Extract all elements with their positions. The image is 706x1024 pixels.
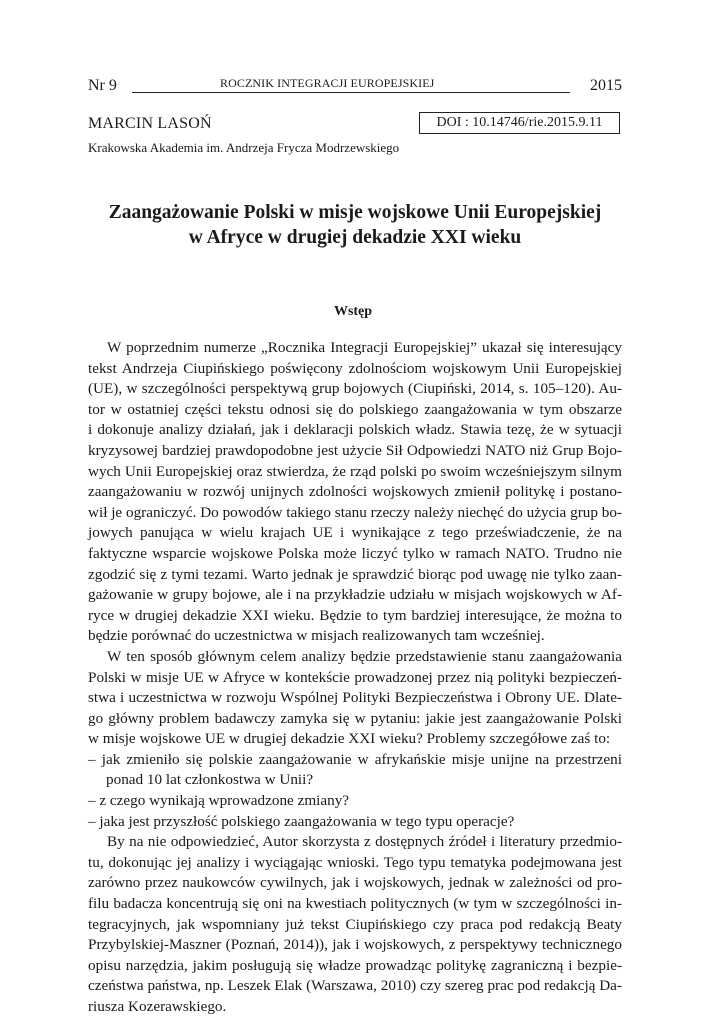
paragraph-line: w misje wojskowe UE w drugiej dekadzie XXI wieku? Problemy szczegółowe zaś to: — [88, 730, 611, 748]
paragraph-line: (UE), w szczególności perspektywą grup bojowych (Ciupiński, 2014, s. 105–120). Au- — [88, 380, 622, 398]
list-item: – jaka jest przyszłość polskiego zaangażowania w tego typu operacje? — [88, 812, 515, 830]
author-affiliation: Krakowska Akademia im. Andrzeja Frycza Modrzewskiego — [88, 140, 400, 155]
paragraph-line: zarówno przez naukowców cywilnych, jak i wojskowych, jednak w zależności od pro- — [88, 874, 622, 892]
paragraph-line: tu, dokonując jej analizy i wyciągając wnioski. Tego typu tematyka podejmowana jest — [88, 853, 622, 871]
paragraph-line: zgodzić się z tymi tezami. Warto jednak je sprawdzić biorąc pod uwagę nie tylko zaan- — [88, 565, 622, 583]
body-text — [88, 338, 622, 1018]
paragraph-line: opisu narzędzia, jakim posługują się władze prowadząc politykę zagraniczną i bezpie- — [88, 956, 622, 974]
paragraph-line: czeństwa państwa, np. Leszek Elak (Warszawa, 2010) czy szereg prac pod redakcją Da- — [88, 977, 622, 995]
paragraph-line: Przybylskiej-Maszner (Poznań, 2014)), jak i wojskowych, z perspektywy technicznego — [88, 936, 622, 954]
paragraph-line: ryce w drugiej dekadzie XXI wieku. Będzie to tym bardziej interesujące, że można to — [88, 606, 622, 624]
paragraph-line: jowych panująca w wielu krajach UE i wynikające z tego przeświadczenie, że na — [88, 524, 622, 542]
title-line: w Afryce w drugiej dekadzie XXI wieku — [188, 227, 522, 248]
issue-year: 2015 — [590, 77, 622, 94]
paragraph-line: będzie porównać do uczestnictwa w misjach realizowanych tam wcześniej. — [88, 627, 545, 645]
list-item: – z czego wynikają wprowadzone zmiany? — [88, 792, 350, 810]
paragraph-line: gażowanie w grupy bojowe, ale i na przykładzie udziału w misjach wojskowych w Af- — [88, 586, 622, 604]
journal-name: ROCZNIK INTEGRACJI EUROPEJSKIEJ — [220, 76, 435, 90]
paragraph-line: zaangażowaniu w rozwój unijnych zdolności wojskowych zmienił politykę i postano- — [88, 483, 622, 501]
header-rule — [132, 92, 570, 93]
paragraph-line: tor w ostatniej części tekstu odnosi się do polskiego zaangażowania w tym obszarze — [88, 400, 622, 418]
list-item: – jak zmieniło się polskie zaangażowanie w afrykańskie misje unijne na przestrzeni — [88, 750, 622, 768]
running-header — [88, 76, 622, 98]
paragraph-line: W poprzednim numerze „Rocznika Integracji Europejskiej” ukazał się interesujący — [107, 339, 622, 356]
paragraph-line: riusza Kozerawskiego. — [88, 998, 227, 1015]
article-title — [60, 200, 650, 250]
paragraph-line: stwa i uczestnictwa w rozwoju Wspólnej Polityki Bezpieczeństwa i Obrony UE. Dlate- — [88, 689, 622, 707]
paragraph-line: faktyczne wsparcie wojskowe Polska może liczyć tylko w ramach NATO. Trudno nie — [88, 544, 622, 562]
section-heading: Wstęp — [333, 304, 373, 319]
paragraph-line: tegracyjnych, jak wspomniany już tekst Ciupińskiego czy praca pod redakcją Beaty — [88, 915, 622, 933]
paragraph-line: W ten sposób głównym celem analizy będzie przedstawienie stanu zaangażowania — [107, 647, 622, 665]
paragraph-line: wych Unii Europejskiej oraz stwierdza, że rząd polski po swoim wcześniejszym silnym — [88, 462, 622, 480]
doi-box: DOI : 10.14746/rie.2015.9.11 — [419, 112, 620, 134]
paragraph-line: filu badacza koncentrują się oni na kwestiach politycznych (w tym w szczególności in- — [88, 895, 622, 913]
issue-number: Nr 9 — [88, 77, 117, 94]
paragraph-line: kryzysowej bardziej prawdopodobne jest użycie Sił Odpowiedzi NATO niż Grup Bojo- — [88, 441, 622, 459]
list-item-continuation: ponad 10 lat członkostwa w Unii? — [106, 771, 314, 789]
paragraph-line: tekst Andrzeja Ciupińskiego poświęcony zdolnościom wojskowym Unii Europejskiej — [88, 359, 622, 377]
paragraph-line: wił je ograniczyć. Do powodów takiego stanu rzeczy należy niechęć do użycia grup bo- — [88, 503, 622, 521]
title-line: Zaangażowanie Polski w misje wojskowe Unii Europejskiej — [108, 202, 602, 223]
paragraph-line: i dokonuje analizy działań, jak i deklaracji polskich władz. Stawia tezę, że w sytuacji — [88, 421, 622, 439]
paragraph-line: By na nie odpowiedzieć, Autor skorzysta z dostępnych źródeł i literatury przedmio- — [107, 833, 622, 851]
paragraph-line: go główny problem badawczy zamyka się w pytaniu: jakie jest zaangażowanie Polski — [88, 709, 622, 727]
author-name: MARCIN LASOŃ — [88, 115, 212, 132]
paragraph-line: Polski w misje UE w Afryce w kontekście prowadzonej przez nią polityki bezpieczeń- — [88, 668, 622, 686]
